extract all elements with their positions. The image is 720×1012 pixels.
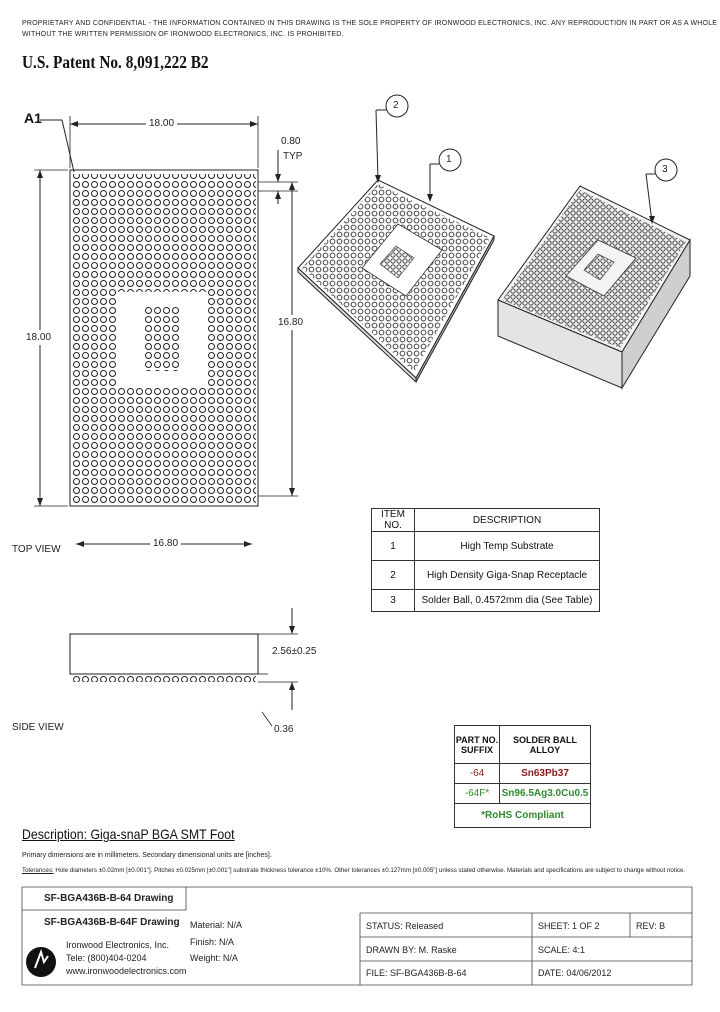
bottom-width-dimension: 16.80 — [150, 538, 181, 549]
company-name: Ironwood Electronics, Inc. — [66, 940, 170, 950]
pitch-dimension: 0.80 — [281, 136, 301, 147]
table-row — [455, 764, 591, 784]
item-description: High Temp Substrate — [415, 532, 600, 561]
file-name: FILE: SF-BGA436B-B-64 — [366, 968, 467, 978]
alloy-header-suffix: PART NO. SUFFIX — [455, 726, 500, 764]
tolerances-label: Tolerances: — [22, 867, 54, 874]
a1-label: A1 — [24, 110, 42, 126]
sheet: SHEET: 1 OF 2 — [538, 921, 600, 931]
alloy-name: Sn63Pb37 — [500, 764, 591, 784]
company-tel: Tele: (800)404-0204 — [66, 953, 147, 963]
callout-3: 3 — [662, 164, 668, 175]
pitch-typ-label: TYP — [283, 151, 303, 162]
item-description: High Density Giga-Snap Receptacle — [415, 561, 600, 590]
top-view-label: TOP VIEW — [12, 544, 61, 555]
table-row — [372, 590, 600, 612]
drawing-name-1: SF-BGA436B-B-64 Drawing — [44, 893, 174, 904]
item-number: 3 — [372, 590, 415, 612]
finish: Finish: N/A — [190, 937, 235, 947]
alloy-header-alloy: SOLDER BALL ALLOY — [500, 726, 591, 764]
table-row — [372, 561, 600, 590]
item-description: Solder Ball, 0.4572mm dia (See Table) — [415, 590, 600, 612]
isometric-view-receptacle — [298, 95, 494, 382]
drawing-name-2: SF-BGA436B-B-64F Drawing — [44, 917, 180, 928]
side-view-label: SIDE VIEW — [12, 722, 64, 733]
company-web: www.ironwoodelectronics.com — [66, 966, 187, 976]
status: STATUS: Released — [366, 921, 444, 931]
table-row — [372, 532, 600, 561]
top-width-dimension: 18.00 — [146, 118, 177, 129]
left-height-dimension: 18.00 — [26, 332, 52, 343]
top-view — [34, 116, 301, 547]
rohs-footnote: *RoHS Compliant — [455, 804, 591, 828]
items-header-item-no: ITEM NO. — [372, 509, 415, 532]
alloy-suffix: -64F* — [455, 784, 500, 804]
items-header-description: DESCRIPTION — [415, 509, 600, 532]
right-height-dimension: 16.80 — [278, 317, 304, 328]
isometric-view-solder-balls — [498, 159, 690, 388]
revision: REV: B — [636, 921, 666, 931]
items-table — [371, 508, 600, 612]
scale: SCALE: 4:1 — [538, 945, 586, 955]
alloy-table — [454, 725, 591, 828]
callout-2: 2 — [393, 100, 399, 111]
patent-number: U.S. Patent No. 8,091,222 B2 — [22, 52, 209, 72]
tolerances-text: Hole diameters ±0.02mm [±0.001"]. Pitches ±0.025mm [±0.001"] substrate thickness tolerance ±10%. Other tolerances ±0.127mm [±0.005"] unless stated otherwise. Materials and specifications are subject to change without notice. — [53, 867, 686, 874]
callout-1: 1 — [446, 154, 452, 165]
table-row — [455, 784, 591, 804]
side-view — [70, 608, 298, 726]
proprietary-notice-line1: PROPRIETARY AND CONFIDENTIAL - THE INFORMATION CONTAINED IN THIS DRAWING IS THE SOLE PROPERTY OF IRONWOOD ELECTRONICS, INC. ANY REPRODUCTION IN PART OR AS A WHOLE — [22, 20, 718, 27]
description-title: Description: Giga-snaP BGA SMT Foot — [22, 826, 235, 842]
material: Material: N/A — [190, 920, 243, 930]
side-height-dimension: 2.56±0.25 — [272, 646, 317, 657]
weight: Weight: N/A — [190, 953, 238, 963]
description-line2 — [22, 867, 692, 874]
item-number: 1 — [372, 532, 415, 561]
drawn-by: DRAWN BY: M. Raske — [366, 945, 457, 955]
proprietary-notice-line2: WITHOUT THE WRITTEN PERMISSION OF IRONWOOD ELECTRONICS, INC. IS PROHIBITED. — [22, 31, 344, 38]
item-number: 2 — [372, 561, 415, 590]
ball-height-dimension: 0.36 — [274, 724, 294, 735]
alloy-suffix: -64 — [455, 764, 500, 784]
date: DATE: 04/06/2012 — [538, 968, 612, 978]
alloy-name: Sn96.5Ag3.0Cu0.5 — [500, 784, 591, 804]
description-line1: Primary dimensions are in millimeters. Secondary dimensional units are [inches]. — [22, 852, 272, 859]
